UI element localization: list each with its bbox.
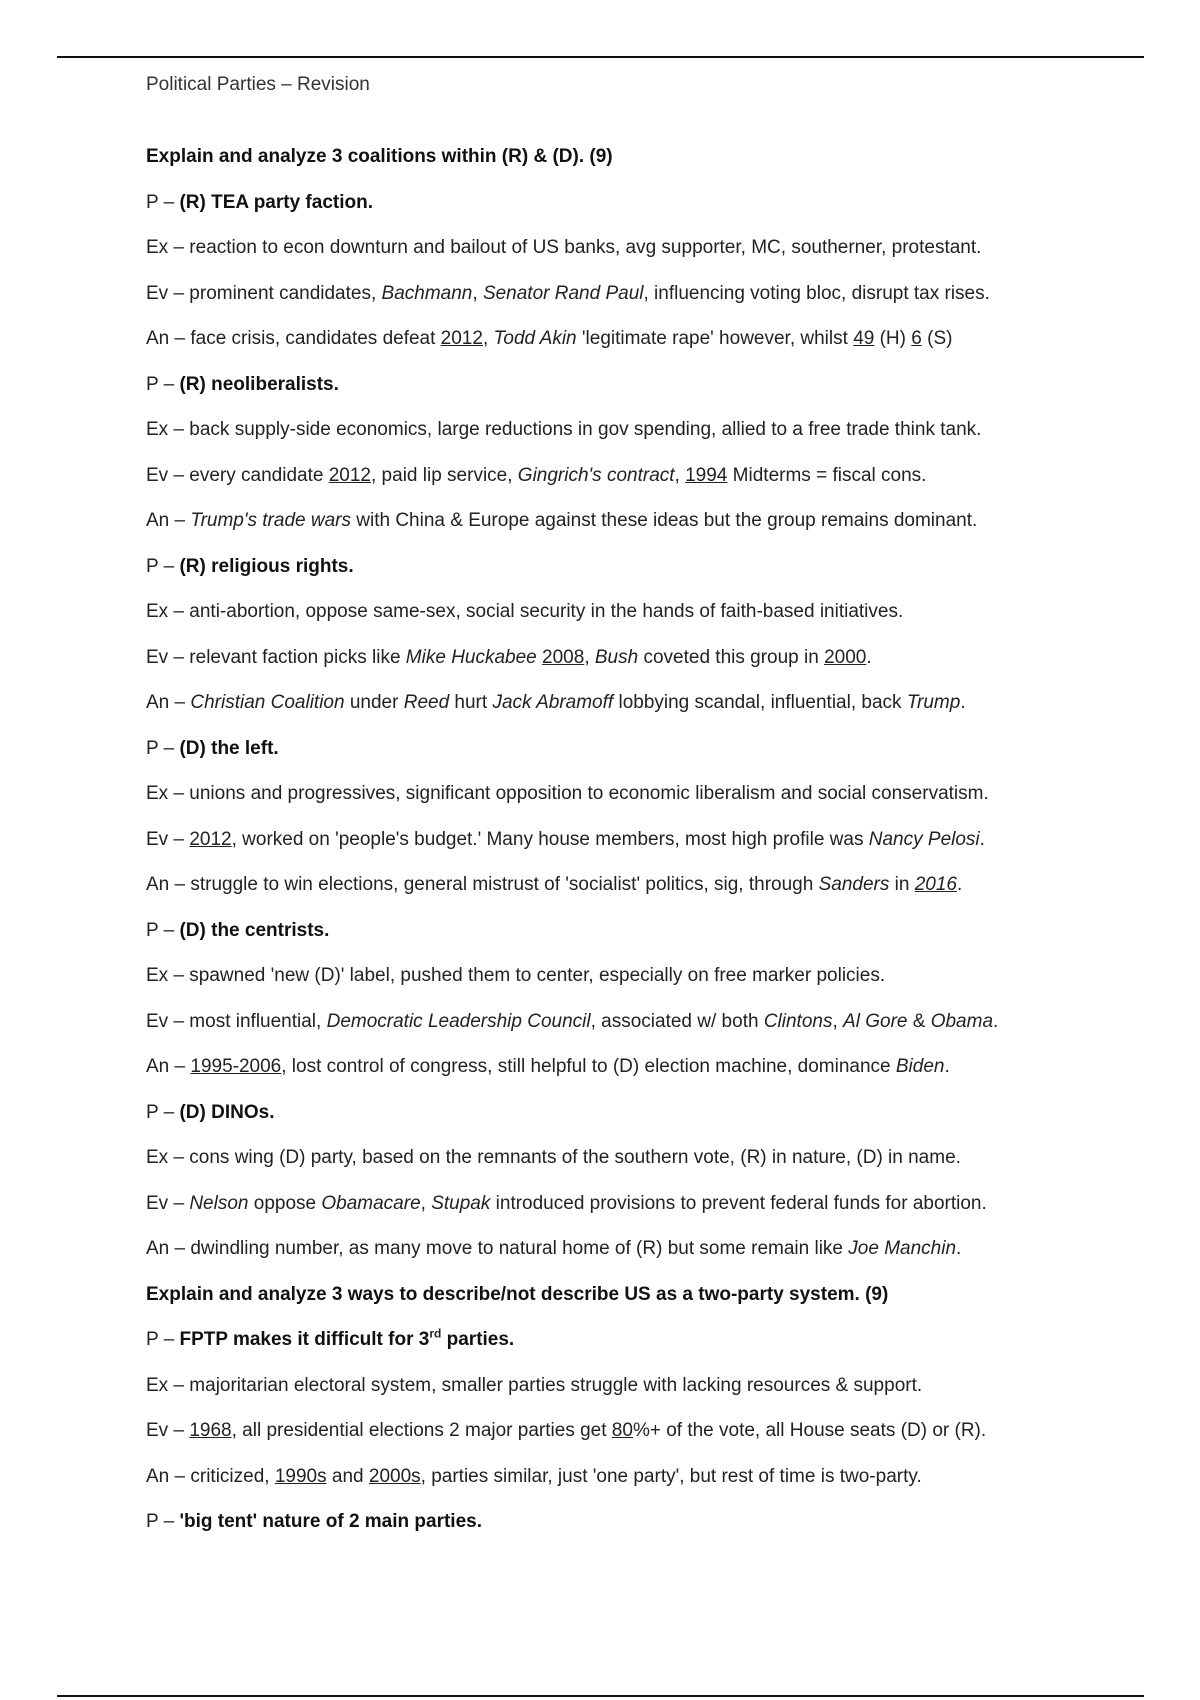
text-segment: Nancy Pelosi bbox=[868, 828, 980, 850]
text-segment: oppose bbox=[248, 1192, 322, 1214]
text-segment: An – struggle to win elections, general mistrust of 'socialist' politics, sig, through bbox=[146, 874, 819, 895]
text-segment: & bbox=[907, 1010, 931, 1032]
text-segment: , lost control of congress, still helpful to (D) election machine, dominance bbox=[281, 1056, 896, 1077]
text-segment: Ex – cons wing (D) party, based on the remnants of the southern vote, (R) in nature, (D) in name. bbox=[146, 1147, 961, 1168]
text-segment: (H) bbox=[874, 328, 912, 349]
text-segment: 'big tent' nature of 2 main parties. bbox=[179, 1511, 482, 1532]
text-segment: . bbox=[957, 874, 963, 895]
text-segment: Ev – most influential, bbox=[146, 1010, 327, 1032]
document-line bbox=[146, 419, 1146, 465]
text-segment: An – dwindling number, as many move to natural home of (R) but some remain like bbox=[146, 1238, 849, 1259]
document-line bbox=[146, 374, 1146, 420]
document-line bbox=[146, 829, 1146, 875]
text-segment: Democratic Leadership Council bbox=[326, 1010, 591, 1032]
text-segment: , all presidential elections 2 major parties get bbox=[231, 1420, 612, 1441]
text-segment: Ev – prominent candidates, bbox=[146, 282, 382, 304]
text-segment: Explain and analyze 3 ways to describe/not describe US as a two-party system. (9) bbox=[146, 1283, 889, 1305]
text-segment: Ex – reaction to econ downturn and bailout of US banks, avg supporter, MC, southerner, protestant. bbox=[146, 237, 982, 258]
text-segment: Gingrich's contract bbox=[517, 464, 675, 486]
text-segment: , bbox=[674, 464, 686, 486]
text-segment: 80 bbox=[611, 1420, 633, 1441]
text-segment: Midterms = fiscal cons. bbox=[727, 464, 927, 486]
text-segment: Obama bbox=[930, 1010, 994, 1032]
text-segment: Ex – spawned 'new (D)' label, pushed them to center, especially on free marker policies. bbox=[146, 965, 886, 986]
text-segment: An – criticized, bbox=[146, 1465, 275, 1487]
document-line bbox=[146, 1102, 1146, 1148]
document-line bbox=[146, 510, 1146, 556]
document-line bbox=[146, 738, 1146, 784]
text-segment: P – bbox=[146, 1511, 180, 1532]
text-segment: Clintons bbox=[763, 1010, 833, 1032]
text-segment: . bbox=[979, 828, 985, 850]
text-segment: under bbox=[344, 692, 404, 713]
text-segment: Explain and analyze 3 coalitions within (R) & (D). (9) bbox=[146, 146, 613, 167]
text-segment: 'legitimate rape' however, whilst bbox=[576, 328, 854, 349]
text-segment: Biden bbox=[895, 1056, 945, 1077]
text-segment: rd bbox=[429, 1326, 442, 1341]
text-segment: . bbox=[866, 646, 872, 668]
document-line bbox=[146, 1284, 1146, 1330]
text-segment: 2012 bbox=[440, 328, 483, 349]
text-segment: 1994 bbox=[685, 464, 728, 486]
text-segment: . bbox=[960, 692, 966, 713]
text-segment: Al Gore bbox=[843, 1010, 908, 1032]
text-segment: (R) religious rights. bbox=[179, 555, 354, 577]
document-line bbox=[146, 1011, 1146, 1057]
text-segment: 49 bbox=[853, 328, 875, 349]
document-line bbox=[146, 965, 1146, 1011]
text-segment: Senator Rand Paul bbox=[482, 282, 644, 304]
document-line bbox=[146, 328, 1146, 374]
text-segment: , parties similar, just 'one party', but rest of time is two-party. bbox=[420, 1465, 922, 1487]
text-segment: Obamacare bbox=[321, 1192, 421, 1214]
text-segment: , bbox=[832, 1010, 844, 1032]
text-segment: FPTP makes it difficult for 3 bbox=[179, 1329, 430, 1350]
text-segment: An – bbox=[146, 692, 191, 713]
text-segment: . bbox=[993, 1010, 999, 1032]
text-segment: in bbox=[889, 874, 915, 895]
text-segment: , worked on 'people's budget.' Many house members, most high profile was bbox=[231, 828, 869, 850]
text-segment: P – bbox=[146, 555, 180, 577]
text-segment: %+ of the vote, all House seats (D) or (R). bbox=[632, 1420, 987, 1441]
text-segment: , bbox=[482, 328, 494, 349]
text-segment: Trump's trade wars bbox=[190, 510, 351, 531]
text-segment: Ex – majoritarian electoral system, smaller parties struggle with lacking resources & support. bbox=[146, 1374, 923, 1396]
text-segment: coveted this group in bbox=[638, 646, 825, 668]
text-segment: Ex – back supply-side economics, large reductions in gov spending, allied to a free trade think tank. bbox=[146, 419, 982, 440]
document-line bbox=[146, 601, 1146, 647]
document-line bbox=[146, 465, 1146, 511]
text-segment: Ev – bbox=[146, 828, 190, 850]
document-line bbox=[146, 146, 1146, 192]
text-segment: 6 bbox=[911, 328, 922, 349]
text-segment: , paid lip service, bbox=[371, 464, 518, 486]
document-line bbox=[146, 1511, 1146, 1557]
document-line bbox=[146, 1193, 1146, 1239]
text-segment: (R) TEA party faction. bbox=[179, 191, 373, 213]
text-segment: (S) bbox=[921, 328, 953, 349]
document-line bbox=[146, 283, 1146, 329]
text-segment: Bachmann bbox=[381, 282, 473, 304]
document-line bbox=[146, 1420, 1146, 1466]
text-segment: Trump bbox=[906, 692, 961, 713]
text-segment: Ev – every candidate bbox=[146, 464, 329, 486]
text-segment: , bbox=[472, 282, 483, 304]
text-segment: Bush bbox=[594, 646, 639, 668]
text-segment: introduced provisions to prevent federal funds for abortion. bbox=[490, 1192, 987, 1214]
document-line bbox=[146, 692, 1146, 738]
text-segment: . bbox=[944, 1056, 950, 1077]
text-segment: P – bbox=[146, 919, 180, 941]
text-segment: Stupak bbox=[431, 1192, 491, 1214]
text-segment: 1995-2006 bbox=[190, 1056, 282, 1077]
document-line bbox=[146, 874, 1146, 920]
text-segment: 1968 bbox=[189, 1420, 232, 1441]
text-segment: hurt bbox=[449, 692, 493, 713]
text-segment: Ev – bbox=[146, 1192, 190, 1214]
document-line bbox=[146, 1466, 1146, 1512]
text-segment: 2016 bbox=[914, 874, 957, 895]
text-segment: . bbox=[956, 1238, 962, 1259]
text-segment: P – bbox=[146, 1329, 180, 1350]
top-rule bbox=[57, 56, 1144, 58]
text-segment: 1990s bbox=[274, 1465, 327, 1487]
text-segment: Ex – anti-abortion, oppose same-sex, social security in the hands of faith-based initiatives. bbox=[146, 601, 904, 622]
text-segment: Nelson bbox=[189, 1192, 249, 1214]
text-segment: Mike Huckabee bbox=[405, 646, 537, 668]
text-segment: Reed bbox=[403, 692, 450, 713]
document-line bbox=[146, 237, 1146, 283]
document-line bbox=[146, 192, 1146, 238]
text-segment: An – face crisis, candidates defeat bbox=[146, 328, 441, 349]
text-segment: Ev – bbox=[146, 1420, 190, 1441]
text-segment: P – bbox=[146, 737, 180, 759]
text-segment: 2000s bbox=[368, 1465, 421, 1487]
bottom-rule bbox=[57, 1695, 1144, 1697]
document-line bbox=[146, 1375, 1146, 1421]
document-line bbox=[146, 647, 1146, 693]
document-line bbox=[146, 783, 1146, 829]
text-segment: (D) the centrists. bbox=[179, 919, 330, 941]
text-segment: Joe Manchin bbox=[848, 1238, 957, 1259]
text-segment: parties. bbox=[441, 1329, 515, 1350]
text-segment: An – bbox=[146, 1056, 191, 1077]
text-segment: (D) DINOs. bbox=[179, 1101, 275, 1123]
text-segment: 2000 bbox=[824, 646, 867, 668]
document-line bbox=[146, 1056, 1146, 1102]
text-segment: P – bbox=[146, 1101, 180, 1123]
document-line bbox=[146, 1238, 1146, 1284]
text-segment: An – bbox=[146, 510, 191, 531]
text-segment: Ev – relevant faction picks like bbox=[146, 646, 406, 668]
text-segment: , bbox=[584, 646, 595, 668]
text-segment: with China & Europe against these ideas but the group remains dominant. bbox=[350, 510, 978, 531]
text-segment: , bbox=[420, 1192, 432, 1214]
document-line bbox=[146, 920, 1146, 966]
text-segment: 2008 bbox=[542, 646, 585, 668]
document-line bbox=[146, 1326, 1146, 1375]
text-segment: Sanders bbox=[818, 874, 890, 895]
document-body bbox=[146, 146, 1146, 1557]
text-segment: 2012 bbox=[189, 828, 232, 850]
text-segment: Ex – unions and progressives, significant opposition to economic liberalism and social conservatism. bbox=[146, 783, 989, 804]
text-segment: (D) the left. bbox=[179, 737, 279, 759]
text-segment: lobbying scandal, influential, back bbox=[613, 692, 907, 713]
page-header: Political Parties – Revision bbox=[146, 74, 370, 95]
text-segment: , associated w/ both bbox=[590, 1010, 764, 1032]
text-segment: and bbox=[326, 1465, 369, 1487]
text-segment: P – bbox=[146, 373, 180, 395]
text-segment: P – bbox=[146, 191, 180, 213]
text-segment: Christian Coalition bbox=[190, 692, 345, 713]
text-segment: (R) neoliberalists. bbox=[179, 373, 339, 395]
text-segment: , influencing voting bloc, disrupt tax rises. bbox=[643, 282, 990, 304]
document-line bbox=[146, 1147, 1146, 1193]
document-line bbox=[146, 556, 1146, 602]
text-segment: Jack Abramoff bbox=[492, 692, 614, 713]
text-segment: 2012 bbox=[328, 464, 371, 486]
text-segment: Todd Akin bbox=[493, 328, 577, 349]
